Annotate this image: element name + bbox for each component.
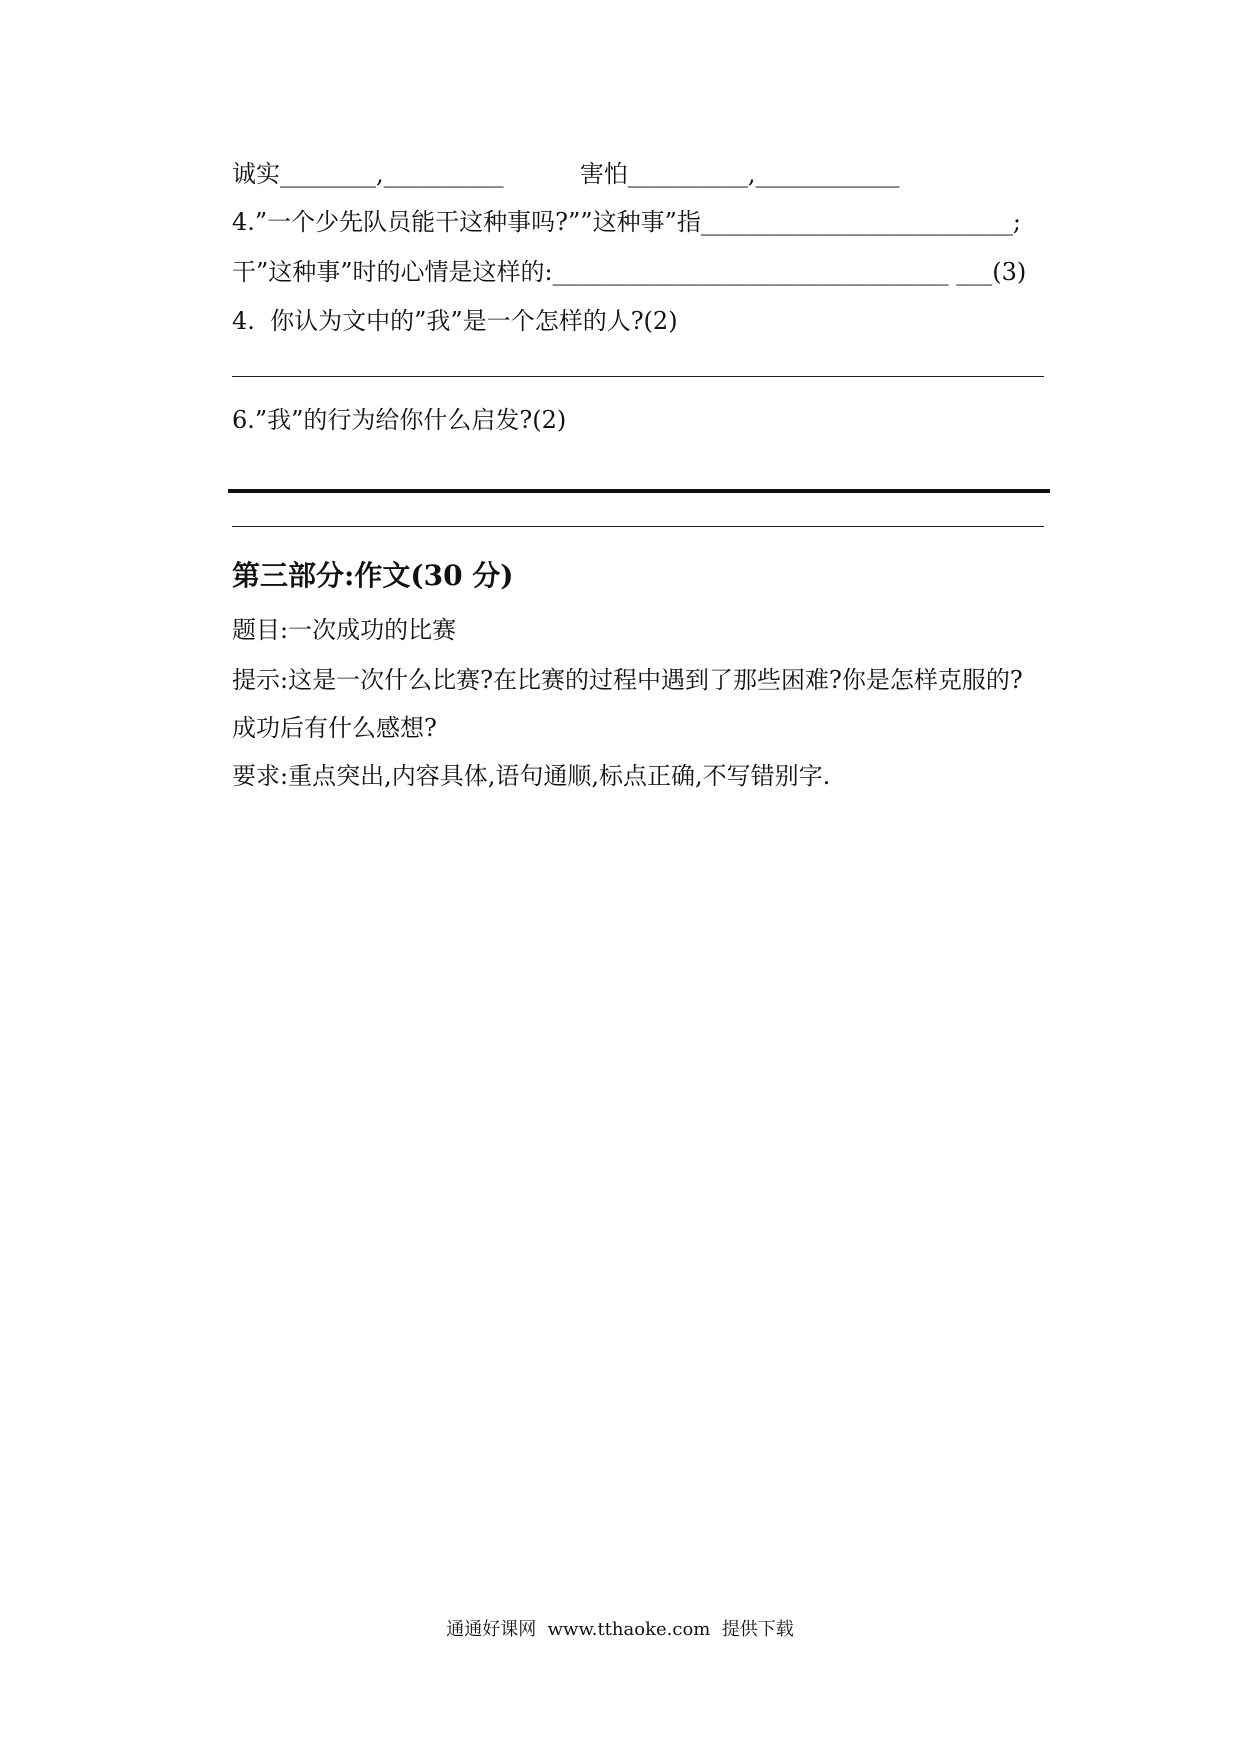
question-4a-line1: 4.”一个少先队员能干这种事吗?””这种事”指__________________________; [232, 208, 1021, 236]
question-4a-line2: 干”这种事”时的心情是这样的:_________________________________ ___(3) [232, 258, 1027, 286]
essay-hint-line1: 提示:这是一次什么比赛?在比赛的过程中遇到了那些困难?你是怎样克服的? [232, 666, 1023, 694]
answer-line-4b [232, 376, 1044, 377]
question-6: 6.”我”的行为给你什么启发?(2) [232, 406, 567, 434]
section-divider [228, 489, 1050, 493]
words-fill-line: 诚实________,__________ 害怕__________,____________ [232, 160, 900, 188]
question-4b: 4. 你认为文中的”我”是一个怎样的人?(2) [232, 307, 678, 335]
part3-heading: 第三部分:作文(30 分) [232, 559, 514, 592]
answer-line-6 [232, 526, 1044, 527]
essay-topic: 题目:一次成功的比赛 [232, 616, 457, 644]
essay-requirements: 要求:重点突出,内容具体,语句通顺,标点正确,不写错别字. [232, 762, 831, 790]
page-footer: 通通好课网 www.tthaoke.com 提供下载 [446, 1619, 794, 1640]
essay-hint-line2: 成功后有什么感想? [232, 714, 437, 742]
